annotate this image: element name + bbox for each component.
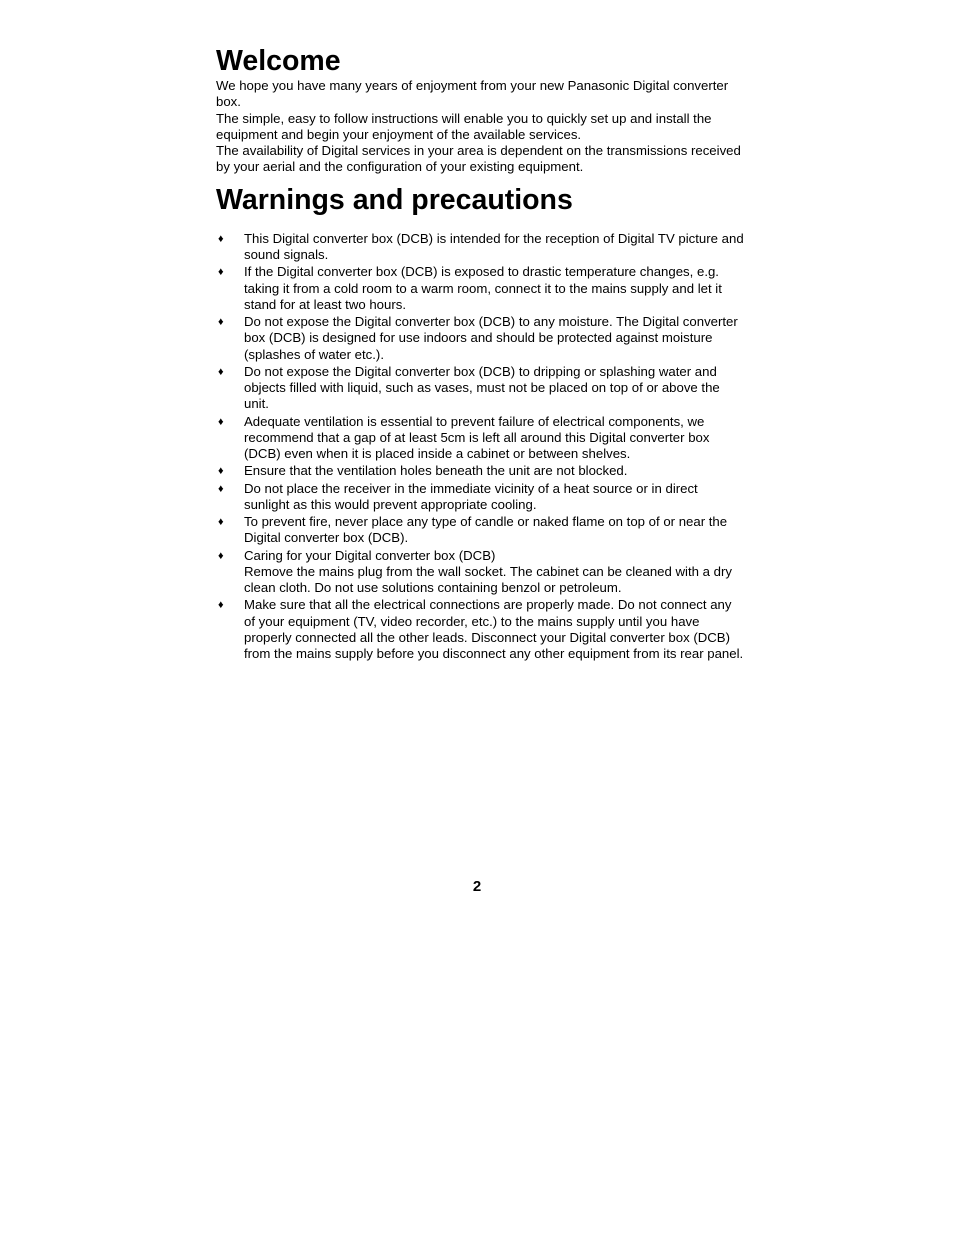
warning-item (216, 364, 746, 413)
warning-text: Ensure that the ventilation holes beneath the unit are not blocked. (244, 463, 628, 479)
diamond-bullet-icon: ♦ (218, 599, 224, 612)
page-number: 2 (472, 878, 482, 895)
warning-text: Adequate ventilation is essential to prevent failure of electrical components, we recommend that a gap of at least 5cm is left all around this Digital converter box (DCB) even when it is placed inside a cabinet or between shelves. (244, 413, 710, 462)
warning-item (216, 548, 746, 597)
diamond-bullet-icon: ♦ (218, 316, 224, 329)
warning-text: To prevent fire, never place any type of candle or naked flame on top of or near the Digital converter box (DCB). (244, 514, 728, 546)
warning-text: Do not place the receiver in the immediate vicinity of a heat source or in direct sunlight as this would prevent appropriate cooling. (244, 480, 698, 512)
warnings-heading: Warnings and precautions (216, 183, 573, 216)
welcome-paragraph: We hope you have many years of enjoyment from your new Panasonic Digital converter box. (216, 78, 729, 110)
diamond-bullet-icon: ♦ (218, 365, 224, 378)
warning-item (216, 264, 746, 313)
warning-item (216, 481, 746, 514)
diamond-bullet-icon: ♦ (218, 266, 224, 279)
warning-item (216, 463, 746, 479)
diamond-bullet-icon: ♦ (218, 232, 224, 245)
welcome-heading: Welcome (216, 45, 341, 77)
warning-text: Do not expose the Digital converter box (DCB) to dripping or splashing water and objects filled with liquid, such as vases, must not be placed on top of or above the unit. (244, 363, 720, 412)
warnings-list (216, 231, 746, 663)
warning-item (216, 414, 746, 463)
warning-subheading: Caring for your Digital converter box (DCB) (244, 547, 496, 563)
diamond-bullet-icon: ♦ (218, 549, 224, 562)
warning-text: This Digital converter box (DCB) is intended for the reception of Digital TV picture and sound signals. (244, 230, 744, 263)
warning-text: Make sure that all the electrical connections are properly made. Do not connect any of your equipment (TV, video recorder, etc.) to the mains supply until you have properly connected all the other leads. Disconnect your Digital converter box (DCB) from the mains supply before you disconnect any other equipment from its rear panel. (244, 597, 744, 662)
warning-item (216, 231, 746, 264)
welcome-paragraph: The simple, easy to follow instructions will enable you to quickly set up and install the equipment and begin your enjoyment of the available services. (216, 110, 712, 142)
diamond-bullet-icon: ♦ (218, 482, 224, 495)
warning-text: If the Digital converter box (DCB) is exposed to drastic temperature changes, e.g. taking it from a cold room to a warm room, connect it to the mains supply and let it stand for at least two hours. (244, 264, 722, 312)
diamond-bullet-icon: ♦ (218, 465, 224, 478)
diamond-bullet-icon: ♦ (218, 516, 224, 529)
document-page (216, 44, 746, 663)
warning-text: Do not expose the Digital converter box (DCB) to any moisture. The Digital converter box (DCB) is designed for use indoors and should be protected against moisture (splashes of water etc.). (244, 314, 738, 362)
warning-item (216, 514, 746, 547)
welcome-paragraph: The availability of Digital services in your area is dependent on the transmissions received by your aerial and the configuration of your existing equipment. (216, 143, 741, 175)
warning-text: Remove the mains plug from the wall socket. The cabinet can be cleaned with a dry clean cloth. Do not use solutions containing benzol or petroleum. (244, 563, 732, 596)
diamond-bullet-icon: ♦ (218, 415, 224, 428)
warning-item (216, 597, 746, 662)
warning-item (216, 314, 746, 363)
